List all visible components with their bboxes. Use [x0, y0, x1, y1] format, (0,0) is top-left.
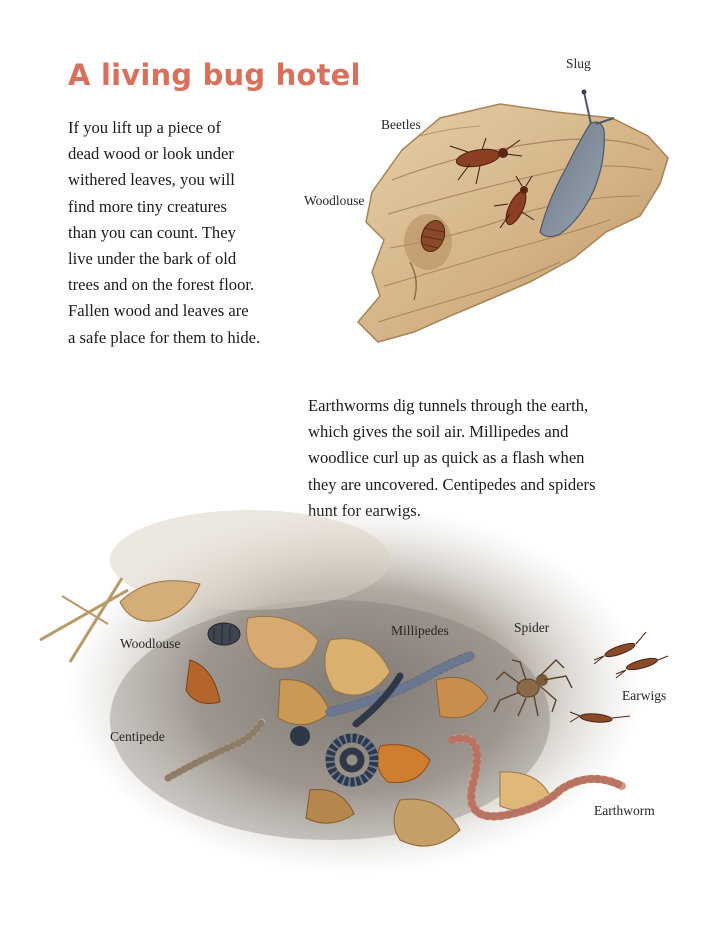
para-line: which gives the soil air. Millipedes and	[308, 422, 569, 442]
intro-line: than you can count. They	[68, 222, 236, 242]
intro-line: a safe place for them to hide.	[68, 327, 261, 347]
para-line: woodlice curl up as quick as a flash when	[308, 448, 585, 468]
intro-line: Fallen wood and leaves are	[68, 301, 249, 321]
para-line: Earthworms dig tunnels through the earth,	[308, 396, 589, 415]
intro-line: find more tiny creatures	[68, 196, 227, 216]
forest-floor-illustration	[40, 505, 668, 875]
intro-line: If you lift up a piece of	[68, 118, 221, 137]
label-beetles: Beetles	[381, 117, 421, 132]
intro-line: live under the bark of old	[68, 249, 237, 269]
label-earthworm: Earthworm	[594, 803, 655, 818]
intro-line: trees and on the forest floor.	[68, 275, 255, 295]
label-earwigs: Earwigs	[622, 688, 667, 703]
label-centipede: Centipede	[110, 729, 165, 744]
page-title: A living bug hotel	[68, 58, 361, 92]
label-slug: Slug	[566, 56, 591, 71]
label-woodlouse-bottom: Woodlouse	[120, 636, 181, 651]
intro-line: withered leaves, you will	[68, 170, 235, 190]
intro-line: dead wood or look under	[68, 144, 234, 164]
label-millipedes: Millipedes	[391, 623, 449, 638]
label-spider: Spider	[514, 620, 550, 635]
para-line: they are uncovered. Centipedes and spiders	[308, 474, 596, 494]
label-woodlouse-top: Woodlouse	[304, 193, 365, 208]
